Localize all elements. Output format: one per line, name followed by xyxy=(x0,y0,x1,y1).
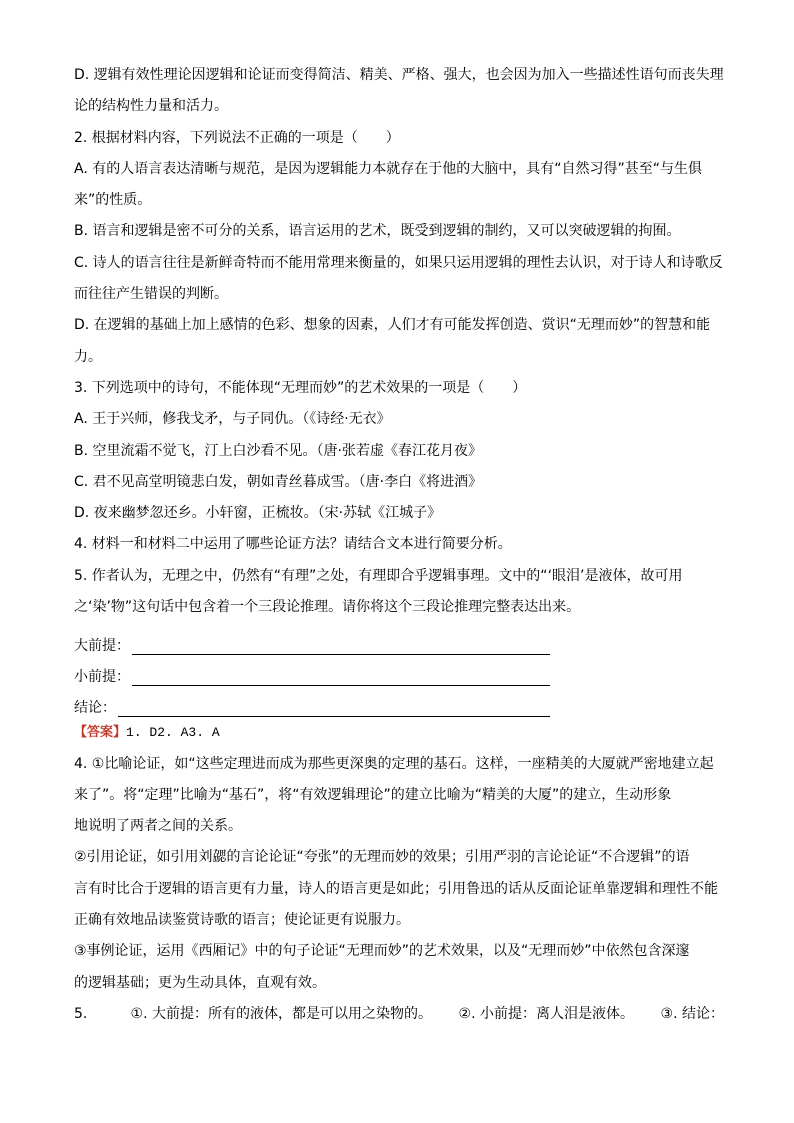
question-5 xyxy=(74,561,724,624)
answer-4-line: 的逻辑基础；更为生动具体，直观有效。 xyxy=(74,974,326,991)
question-4-stem: 4. 材料一和材料二中运用了哪些论证方法？请结合文本进行简要分析。 xyxy=(74,536,512,553)
text-line: D. 逻辑有效性理论因逻辑和论证而变得简洁、精美、严格、强大，也会因为加入一些描述性语句而丧失理 xyxy=(74,67,724,83)
answer-5 xyxy=(74,999,724,1030)
answer-tag: 【答案】 xyxy=(74,725,127,741)
answer-5-part-1: ①. 大前提：所有的液体，都是可以用之染物的。 xyxy=(130,1005,432,1022)
major-premise-blank[interactable] xyxy=(132,633,550,655)
q2-option-d-cont: 力。 xyxy=(74,348,102,365)
question-3 xyxy=(74,373,724,529)
q2-option-c: C. 诗人的语言往往是新鲜奇特而不能用常理来衡量的，如果只运用逻辑的理性去认识，对于诗人和诗歌反 xyxy=(74,254,723,271)
answer-4 xyxy=(74,749,724,999)
answer-text: 1. D2. A3. A xyxy=(126,725,220,741)
q2-option-a: A. 有的人语言表达清晰与规范，是因为逻辑能力本就存在于他的大脑中，具有“自然习得”甚至“与生俱 xyxy=(74,160,702,177)
answer-5-part-2: ②. 小前提：离人泪是液体。 xyxy=(458,1005,634,1022)
question-5-stem: 5. 作者认为，无理之中，仍然有“有理”之处，有理即合乎逻辑事理。文中的“‘眼泪’是液体，故可用 xyxy=(74,567,683,584)
exam-page xyxy=(74,60,724,1030)
answer-4-line: 言有时比合于逻辑的语言更有力量，诗人的语言更是如此；引用鲁迅的话从反面论证单靠逻辑和理性不能 xyxy=(74,880,718,897)
question-3-stem: 3. 下列选项中的诗句，不能体现“无理而妙”的艺术效果的一项是（ ） xyxy=(74,379,527,396)
q2-option-c-cont: 而往往产生错误的判断。 xyxy=(74,286,228,303)
answer-5-number: 5. xyxy=(74,1005,88,1022)
major-premise-row xyxy=(74,623,724,654)
question-5-stem-cont: 之‘染’物”这句话中包含着一个三段论推理。请你将这个三段论推理完整表达出来。 xyxy=(74,599,581,616)
answer-4-line: 正确有效地品读鉴赏诗歌的语言；使论证更有说服力。 xyxy=(74,912,410,929)
q2-option-b: B. 语言和逻辑是密不可分的关系，语言运用的艺术，既受到逻辑的制约，又可以突破逻辑的拘囿。 xyxy=(74,223,681,240)
minor-premise-label: 小前提： xyxy=(74,668,130,685)
q3-option-a: A. 王于兴师，修我戈矛，与子同仇。（《诗经·无衣》 xyxy=(74,411,391,428)
q3-option-c: C. 君不见高堂明镜悲白发，朝如青丝暮成雪。（唐·李白《将进酒》 xyxy=(74,473,483,490)
q3-option-b: B. 空里流霜不觉飞，汀上白沙看不见。（唐·张若虚《春江花月夜》 xyxy=(74,442,482,459)
answer-section xyxy=(74,717,724,748)
answer-5-part-3: ③. 结论： xyxy=(660,1005,724,1022)
minor-premise-row xyxy=(74,655,724,686)
major-premise-label: 大前提： xyxy=(74,637,130,654)
text-line: 论的结构性力量和活力。 xyxy=(74,98,228,115)
answer-4-line: 地说明了两者之间的关系。 xyxy=(74,818,242,835)
minor-premise-blank[interactable] xyxy=(132,664,550,686)
question-2 xyxy=(74,123,724,373)
question-2-stem: 2. 根据材料内容，下列说法不正确的一项是（ ） xyxy=(74,129,400,146)
answer-4-line: ③事例论证，运用《西厢记》中的句子论证“无理而妙”的艺术效果，以及“无理而妙”中依然包含深邃 xyxy=(74,943,690,960)
answer-4-line: 4. ①比喻论证，如“这些定理进而成为那些更深奥的定理的基石。这样，一座精美的大厦就严密地建立起 xyxy=(74,755,714,772)
conclusion-row xyxy=(74,686,724,717)
q2-option-d: D. 在逻辑的基础上加上感情的色彩、想象的因素，人们才有可能发挥创造、赏识“无理而妙”的智慧和能 xyxy=(74,317,711,334)
q1-option-d xyxy=(74,60,724,123)
answer-4-line: ②引用论证，如引用刘勰的言论论证“夸张”的无理而妙的效果；引用严羽的言论论证“不合逻辑”的语 xyxy=(74,849,690,866)
conclusion-label: 结论： xyxy=(74,700,116,717)
conclusion-blank[interactable] xyxy=(118,695,550,717)
answer-4-line: 来了”。将“定理”比喻为“基石”，将“有效逻辑理论”的建立比喻为“精美的大厦”的建立，生动形象 xyxy=(74,786,672,803)
q3-option-d: D. 夜来幽梦忽还乡。小轩窗，正梳妆。（宋·苏轼《江城子》 xyxy=(74,505,442,522)
q2-option-a-cont: 来”的性质。 xyxy=(74,192,152,209)
question-4 xyxy=(74,529,724,560)
